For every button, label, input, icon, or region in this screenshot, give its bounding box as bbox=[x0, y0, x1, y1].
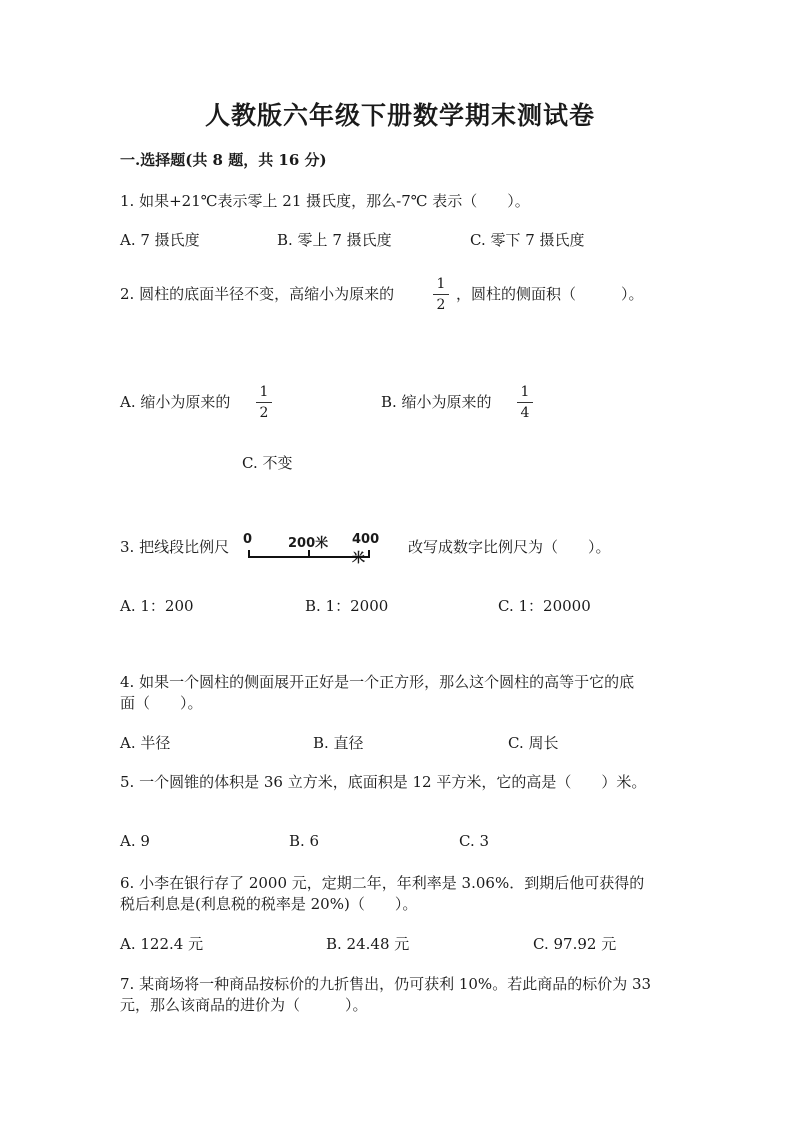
question-5-option-a: A. 9 bbox=[120, 832, 150, 850]
fraction-numerator: 1 bbox=[259, 384, 269, 400]
question-5-option-c: C. 3 bbox=[459, 832, 490, 850]
question-4-option-b: B. 直径 bbox=[313, 734, 364, 752]
question-4-text-line2: 面（ ）。 bbox=[120, 694, 203, 712]
question-7-text-line2: 元，那么该商品的进价为（ ）。 bbox=[120, 996, 368, 1014]
line-scale-figure bbox=[240, 532, 390, 568]
question-2-option-b: B. 缩小为原来的 bbox=[381, 393, 492, 411]
question-3-text-after: 改写成数字比例尺为（ ）。 bbox=[408, 538, 611, 556]
question-2-option-c: C. 不变 bbox=[242, 454, 293, 472]
question-1-option-c: C. 零下 7 摄氏度 bbox=[470, 231, 585, 249]
question-3-option-b: B. 1：2000 bbox=[305, 597, 389, 615]
question-3-option-c: C. 1：20000 bbox=[498, 597, 591, 615]
section-heading: 一.选择题(共 8 题，共 16 分) bbox=[120, 151, 327, 169]
question-6-option-b: B. 24.48 元 bbox=[326, 935, 410, 953]
question-2-text-after: ，圆柱的侧面积（ ）。 bbox=[456, 285, 644, 303]
question-4-option-a: A. 半径 bbox=[120, 734, 171, 752]
question-1-text: 1. 如果+21℃表示零上 21 摄氏度，那么-7℃ 表示（ ）。 bbox=[120, 192, 530, 210]
question-5-option-b: B. 6 bbox=[289, 832, 320, 850]
question-2-option-a-fraction bbox=[256, 384, 272, 421]
question-6-option-c: C. 97.92 元 bbox=[533, 935, 617, 953]
scale-tick bbox=[248, 550, 250, 557]
question-3-option-a: A. 1：200 bbox=[120, 597, 194, 615]
scale-label-zero: 0 bbox=[243, 532, 253, 547]
question-5-text: 5. 一个圆锥的体积是 36 立方米，底面积是 12 平方米，它的高是（ ）米。 bbox=[120, 773, 647, 791]
question-4-text-line1: 4. 如果一个圆柱的侧面展开正好是一个正方形，那么这个圆柱的高等于它的底 bbox=[120, 673, 635, 691]
fraction-denominator: 4 bbox=[520, 405, 530, 421]
scale-tick bbox=[308, 550, 310, 557]
question-2-option-a: A. 缩小为原来的 bbox=[120, 393, 231, 411]
question-2-option-b-fraction bbox=[517, 384, 533, 421]
question-6-text-line2: 税后利息是(利息税的税率是 20%)（ ）。 bbox=[120, 895, 418, 913]
question-3-text-before: 3. 把线段比例尺 bbox=[120, 538, 230, 556]
question-6-text-line1: 6. 小李在银行存了 2000 元，定期二年，年利率是 3.06%．到期后他可获得的 bbox=[120, 874, 645, 892]
question-4-option-c: C. 周长 bbox=[508, 734, 559, 752]
scale-label-400: 400米 bbox=[352, 532, 380, 566]
fraction-bar bbox=[517, 402, 533, 403]
question-7-text-line1: 7. 某商场将一种商品按标价的九折售出，仍可获利 10%。若此商品的标价为 33 bbox=[120, 975, 652, 993]
fraction-bar bbox=[433, 294, 449, 295]
question-1-option-b: B. 零上 7 摄氏度 bbox=[277, 231, 392, 249]
fraction-numerator: 1 bbox=[436, 276, 446, 292]
question-2-text-before: 2. 圆柱的底面半径不变，高缩小为原来的 bbox=[120, 285, 395, 303]
page-title: 人教版六年级下册数学期末测试卷 bbox=[204, 101, 595, 130]
fraction-denominator: 2 bbox=[436, 297, 446, 313]
fraction-denominator: 2 bbox=[259, 405, 269, 421]
scale-tick bbox=[368, 550, 370, 557]
fraction-bar bbox=[256, 402, 272, 403]
question-2-fraction bbox=[433, 276, 449, 313]
question-1-option-a: A. 7 摄氏度 bbox=[120, 231, 200, 249]
fraction-numerator: 1 bbox=[520, 384, 530, 400]
scale-label-200: 200米 bbox=[288, 536, 329, 551]
question-6-option-a: A. 122.4 元 bbox=[120, 935, 204, 953]
